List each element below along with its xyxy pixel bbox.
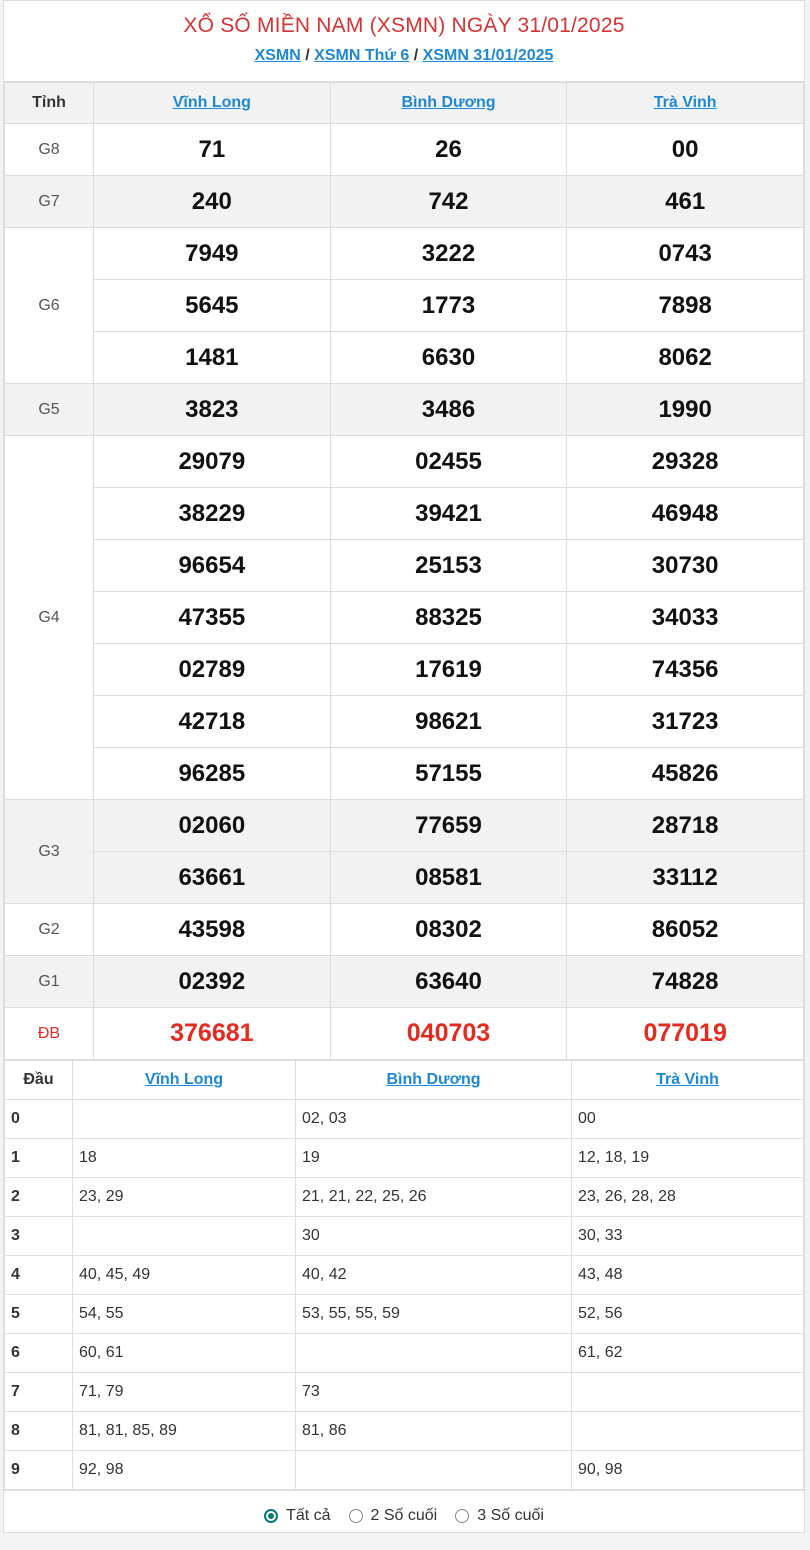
- prize-number: 98621: [330, 696, 567, 748]
- province-header-label: Tỉnh: [5, 83, 94, 124]
- prize-number: 39421: [330, 488, 567, 540]
- loto-values: 00: [572, 1100, 804, 1139]
- prize-label: G1: [5, 956, 94, 1008]
- prize-number: 30730: [567, 540, 804, 592]
- prize-number: 5645: [94, 280, 331, 332]
- loto-row: [5, 1256, 804, 1295]
- prize-number: 02060: [94, 800, 331, 852]
- loto-values: 02, 03: [296, 1100, 572, 1139]
- prize-number: 3823: [94, 384, 331, 436]
- filter-option-2-digits[interactable]: 2 Số cuối: [349, 1507, 438, 1525]
- prize-number: 43598: [94, 904, 331, 956]
- prize-number: 6630: [330, 332, 567, 384]
- loto-values: 43, 48: [572, 1256, 804, 1295]
- results-card: [3, 0, 805, 1533]
- radio-selected-icon[interactable]: [264, 1509, 278, 1523]
- prize-label: G8: [5, 124, 94, 176]
- loto-values: 81, 81, 85, 89: [73, 1412, 296, 1451]
- loto-row: [5, 1334, 804, 1373]
- loto-row: [5, 1100, 804, 1139]
- prize-number: 88325: [330, 592, 567, 644]
- prize-number: 3222: [330, 228, 567, 280]
- prize-number: 0743: [567, 228, 804, 280]
- page-header: [4, 1, 804, 82]
- province-link-binh-duong[interactable]: Bình Dương: [401, 94, 496, 111]
- prize-label: G2: [5, 904, 94, 956]
- special-prize-number: 077019: [567, 1008, 804, 1060]
- prize-number: 63640: [330, 956, 567, 1008]
- crumb-xsmn[interactable]: XSMN: [254, 47, 301, 64]
- loto-values: [73, 1100, 296, 1139]
- loto-values: 90, 98: [572, 1451, 804, 1490]
- loto-values: 81, 86: [296, 1412, 572, 1451]
- loto-head-digit: 4: [5, 1256, 73, 1295]
- prize-number: 28718: [567, 800, 804, 852]
- prize-number: 1990: [567, 384, 804, 436]
- prize-number: 26: [330, 124, 567, 176]
- loto-values: [296, 1334, 572, 1373]
- prize-number: 742: [330, 176, 567, 228]
- prize-number: 47355: [94, 592, 331, 644]
- prize-number: 63661: [94, 852, 331, 904]
- results-table: [4, 82, 804, 1060]
- filter-option-3-digits[interactable]: 3 Số cuối: [455, 1507, 544, 1525]
- crumb-xsmn-thu6[interactable]: XSMN Thứ 6: [314, 47, 410, 64]
- prize-number: 33112: [567, 852, 804, 904]
- prize-number: 96654: [94, 540, 331, 592]
- digit-filter: [4, 1490, 804, 1541]
- loto-row: [5, 1178, 804, 1217]
- prize-number: 74356: [567, 644, 804, 696]
- loto-values: 61, 62: [572, 1334, 804, 1373]
- loto-head-digit: 8: [5, 1412, 73, 1451]
- prize-number: 08302: [330, 904, 567, 956]
- prize-number: 240: [94, 176, 331, 228]
- loto-row: [5, 1373, 804, 1412]
- prize-number: 3486: [330, 384, 567, 436]
- loto-values: 53, 55, 55, 59: [296, 1295, 572, 1334]
- loto-values: 73: [296, 1373, 572, 1412]
- filter-option-all[interactable]: Tất cả: [264, 1507, 330, 1525]
- prize-number: 29328: [567, 436, 804, 488]
- page-title: XỔ SỐ MIỀN NAM (XSMN) NGÀY 31/01/2025: [183, 14, 625, 37]
- loto-values: 30, 33: [572, 1217, 804, 1256]
- loto-link-vinh-long[interactable]: Vĩnh Long: [144, 1071, 224, 1088]
- prize-label: G5: [5, 384, 94, 436]
- loto-link-binh-duong[interactable]: Bình Dương: [386, 1071, 481, 1088]
- prize-number: 34033: [567, 592, 804, 644]
- prize-number: 02392: [94, 956, 331, 1008]
- radio-icon[interactable]: [455, 1509, 469, 1523]
- loto-values: 60, 61: [73, 1334, 296, 1373]
- prize-number: 8062: [567, 332, 804, 384]
- prize-number: 29079: [94, 436, 331, 488]
- loto-row: [5, 1451, 804, 1490]
- prize-number: 71: [94, 124, 331, 176]
- loto-head-digit: 0: [5, 1100, 73, 1139]
- loto-row: [5, 1412, 804, 1451]
- breadcrumb: XSMN / XSMN Thứ 6 / XSMN 31/01/2025: [254, 47, 554, 64]
- loto-values: 21, 21, 22, 25, 26: [296, 1178, 572, 1217]
- province-link-vinh-long[interactable]: Vĩnh Long: [172, 94, 251, 111]
- prize-number: 02455: [330, 436, 567, 488]
- prize-number: 00: [567, 124, 804, 176]
- prize-number: 25153: [330, 540, 567, 592]
- loto-values: 40, 42: [296, 1256, 572, 1295]
- loto-values: 18: [73, 1139, 296, 1178]
- province-link-tra-vinh[interactable]: Trà Vinh: [653, 94, 717, 111]
- prize-number: 45826: [567, 748, 804, 800]
- loto-head-digit: 5: [5, 1295, 73, 1334]
- loto-head-digit: 7: [5, 1373, 73, 1412]
- loto-head-digit: 6: [5, 1334, 73, 1373]
- prize-number: 96285: [94, 748, 331, 800]
- prize-number: 7898: [567, 280, 804, 332]
- loto-values: [296, 1451, 572, 1490]
- special-prize-number: 040703: [330, 1008, 567, 1060]
- loto-values: 92, 98: [73, 1451, 296, 1490]
- prize-number: 1481: [94, 332, 331, 384]
- prize-number: 461: [567, 176, 804, 228]
- prize-label: G4: [5, 436, 94, 800]
- loto-values: [572, 1412, 804, 1451]
- prize-number: 17619: [330, 644, 567, 696]
- loto-values: 30: [296, 1217, 572, 1256]
- prize-number: 57155: [330, 748, 567, 800]
- prize-number: 1773: [330, 280, 567, 332]
- radio-icon[interactable]: [349, 1509, 363, 1523]
- prize-number: 86052: [567, 904, 804, 956]
- prize-number: 42718: [94, 696, 331, 748]
- loto-table: [4, 1060, 804, 1490]
- loto-values: 54, 55: [73, 1295, 296, 1334]
- prize-number: 46948: [567, 488, 804, 540]
- special-prize-number: 376681: [94, 1008, 331, 1060]
- loto-head-digit: 1: [5, 1139, 73, 1178]
- prize-number: 38229: [94, 488, 331, 540]
- loto-values: 40, 45, 49: [73, 1256, 296, 1295]
- loto-head-digit: 9: [5, 1451, 73, 1490]
- prize-label: G3: [5, 800, 94, 904]
- prize-label: ĐB: [5, 1008, 94, 1060]
- loto-values: 52, 56: [572, 1295, 804, 1334]
- loto-row: [5, 1139, 804, 1178]
- prize-number: 02789: [94, 644, 331, 696]
- loto-values: [572, 1373, 804, 1412]
- prize-number: 74828: [567, 956, 804, 1008]
- loto-head-digit: 3: [5, 1217, 73, 1256]
- prize-number: 08581: [330, 852, 567, 904]
- loto-head-digit: 2: [5, 1178, 73, 1217]
- loto-values: 71, 79: [73, 1373, 296, 1412]
- loto-header-label: Đầu: [5, 1061, 73, 1100]
- loto-values: 23, 29: [73, 1178, 296, 1217]
- loto-values: 12, 18, 19: [572, 1139, 804, 1178]
- loto-link-tra-vinh[interactable]: Trà Vinh: [656, 1071, 719, 1088]
- loto-row: [5, 1217, 804, 1256]
- loto-values: 19: [296, 1139, 572, 1178]
- prize-number: 7949: [94, 228, 331, 280]
- prize-number: 77659: [330, 800, 567, 852]
- loto-row: [5, 1295, 804, 1334]
- prize-number: 31723: [567, 696, 804, 748]
- crumb-xsmn-date[interactable]: XSMN 31/01/2025: [422, 47, 554, 64]
- prize-label: G6: [5, 228, 94, 384]
- prize-label: G7: [5, 176, 94, 228]
- loto-values: 23, 26, 28, 28: [572, 1178, 804, 1217]
- loto-values: [73, 1217, 296, 1256]
